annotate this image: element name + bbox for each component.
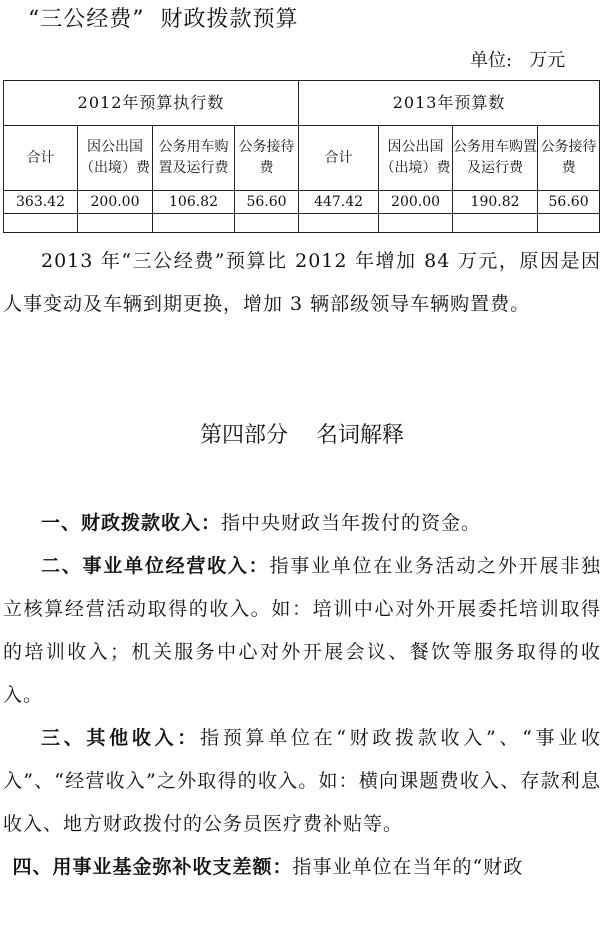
table-group-header-row <box>4 81 600 126</box>
empty-cell <box>78 214 153 233</box>
term-definition: 指中央财政当年拨付的资金。 <box>221 512 482 534</box>
unit-label: 单位: 万元 <box>470 50 566 71</box>
col-reception-2012: 公务接待费 <box>235 126 299 191</box>
cell-vehicle-2013: 190.82 <box>453 191 538 214</box>
term-label: 四、用事业基金弥补收支差额： <box>12 856 293 878</box>
cell-reception-2013: 56.60 <box>538 191 600 214</box>
term-definition: 指事业单位在业务活动之外开展非独立核算经营活动取得的收入。如：培训中心对外开展委托培训取得的培训收入；机关服务中心对外开展会议、餐饮等服务取得的收入。 <box>3 555 601 706</box>
budget-title: “三公经费” 财政拨款预算 <box>28 7 299 32</box>
cell-total-2013: 447.42 <box>299 191 379 214</box>
cell-abroad-2013: 200.00 <box>379 191 453 214</box>
term-definition: 指预算单位在“财政拨款收入”、“事业收入”、“经营收入”之外取得的收入。如：横向课题费收入、存款利息收入、地方财政拨付的公务员医疗费补贴等。 <box>3 727 601 835</box>
term-paragraph-3 <box>3 717 601 846</box>
budget-explanation-paragraph: 2013 年“三公经费”预算比 2012 年增加 84 万元，原因是因人事变动及车辆到期更换，增加 3 辆部级领导车辆购置费。 <box>3 250 601 315</box>
table-row <box>4 191 600 214</box>
empty-cell <box>453 214 538 233</box>
cell-abroad-2012: 200.00 <box>78 191 153 214</box>
empty-cell <box>538 214 600 233</box>
col-abroad-2013: 因公出国（出境）费 <box>379 126 453 191</box>
col-total-2012: 合计 <box>4 126 78 191</box>
cell-reception-2012: 56.60 <box>235 191 299 214</box>
empty-cell <box>4 214 78 233</box>
cell-total-2012: 363.42 <box>4 191 78 214</box>
empty-cell <box>299 214 379 233</box>
term-paragraph-4 <box>3 846 601 889</box>
term-label: 三、其他收入： <box>41 727 200 749</box>
term-label: 二、事业单位经营收入： <box>41 555 270 577</box>
section-heading: 第四部分 名词解释 <box>200 423 404 448</box>
term-label: 一、财政拨款收入： <box>41 512 222 534</box>
col-total-2013: 合计 <box>299 126 379 191</box>
empty-cell <box>153 214 235 233</box>
table-empty-row <box>4 214 600 233</box>
table-column-header-row <box>4 126 600 191</box>
term-definition: 指事业单位在当年的“财政 <box>292 856 524 878</box>
cell-vehicle-2012: 106.82 <box>153 191 235 214</box>
empty-cell <box>235 214 299 233</box>
col-vehicle-2013: 公务用车购置及运行费 <box>453 126 538 191</box>
group-header-2012: 2012年预算执行数 <box>4 81 299 126</box>
col-abroad-2012: 因公出国（出境）费 <box>78 126 153 191</box>
col-vehicle-2012: 公务用车购置及运行费 <box>153 126 235 191</box>
group-header-2013: 2013年预算数 <box>299 81 600 126</box>
empty-cell <box>379 214 453 233</box>
term-paragraph-1 <box>3 502 601 545</box>
term-paragraph-2 <box>3 545 601 717</box>
three-public-expenses-table <box>3 80 600 233</box>
col-reception-2013: 公务接待费 <box>538 126 600 191</box>
